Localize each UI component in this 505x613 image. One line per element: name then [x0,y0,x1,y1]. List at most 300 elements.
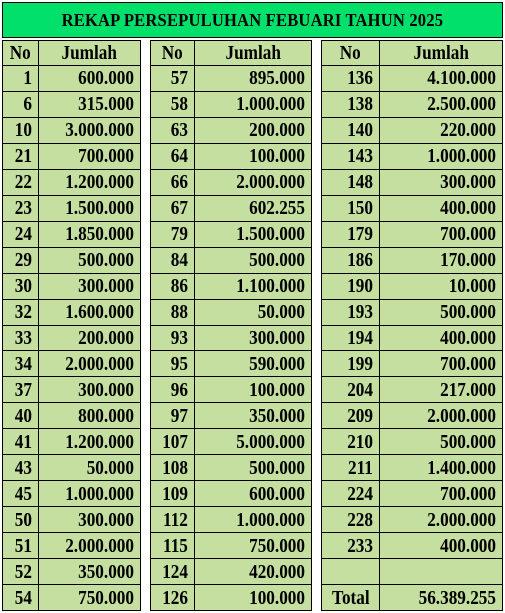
cell-no [2,403,39,429]
cell-jumlah-text: 1.600.000 [65,301,134,324]
cell-jumlah [195,481,312,507]
cell-no-text: 52 [14,560,32,583]
cell-no [2,326,39,352]
total-value [380,585,503,611]
cell-jumlah [195,377,312,403]
cell-jumlah [39,429,141,455]
cell-no-text: 43 [14,456,32,479]
column-gap [312,274,321,300]
cell-no [321,429,380,455]
cell-jumlah [380,559,503,585]
cell-no [321,170,380,196]
header-jumlah-text: Jumlah [225,41,281,64]
cell-no-text: 21 [14,145,32,168]
cell-no [2,429,39,455]
cell-jumlah [39,377,141,403]
cell-jumlah [380,507,503,533]
cell-jumlah-text: 500.000 [249,456,305,479]
cell-jumlah-text: 2.000.000 [65,534,134,557]
cell-no [2,92,39,118]
cell-no-text: 112 [163,508,188,531]
cell-jumlah [380,170,503,196]
cell-jumlah [380,274,503,300]
column-gap [141,66,150,92]
cell-jumlah-text: 2.000.000 [427,404,496,427]
column-gap [141,403,150,429]
cell-jumlah-text: 315.000 [78,93,134,116]
column-gap [312,559,321,585]
cell-jumlah [380,118,503,144]
cell-no [150,326,195,352]
cell-jumlah [195,274,312,300]
cell-no-text: 108 [162,456,188,479]
cell-jumlah-text: 700.000 [440,352,496,375]
cell-no [150,377,195,403]
cell-no-text: 136 [347,67,373,90]
cell-no-text: 109 [162,482,188,505]
cell-no-text: 126 [162,586,188,609]
cell-no-text: 24 [14,223,32,246]
sheet-title [2,2,503,38]
cell-no [2,248,39,274]
cell-jumlah [380,351,503,377]
cell-jumlah [380,196,503,222]
cell-jumlah [39,533,141,559]
cell-jumlah-text: 700.000 [440,482,496,505]
cell-no-text: 88 [170,301,188,324]
cell-no-text: 190 [347,275,373,298]
cell-no [2,300,39,326]
cell-no [150,351,195,377]
cell-no-text: 57 [170,67,188,90]
column-gap [141,507,150,533]
cell-no [321,92,380,118]
cell-no-text: 193 [347,301,373,324]
cell-jumlah [195,144,312,170]
header-jumlah [39,40,141,66]
cell-jumlah-text: 350.000 [78,560,134,583]
cell-jumlah-text: 500.000 [440,430,496,453]
cell-no [321,118,380,144]
cell-jumlah [39,507,141,533]
cell-no [150,585,195,611]
column-gap [141,351,150,377]
cell-no [321,300,380,326]
cell-no-text: 40 [14,404,32,427]
cell-no-text: 186 [347,249,373,272]
cell-no-text: 30 [14,275,32,298]
column-gap [141,196,150,222]
cell-no-text: 210 [347,430,373,453]
cell-no [2,533,39,559]
cell-jumlah [195,429,312,455]
cell-jumlah [39,326,141,352]
cell-no-text: 107 [162,430,188,453]
cell-jumlah [195,300,312,326]
column-gap [141,92,150,118]
cell-jumlah-text: 400.000 [440,534,496,557]
cell-jumlah [380,222,503,248]
cell-jumlah-text: 200.000 [78,326,134,349]
cell-jumlah-text: 1.500.000 [65,197,134,220]
column-gap [312,170,321,196]
cell-no [150,533,195,559]
cell-no-text: 58 [170,93,188,116]
column-gap [141,533,150,559]
column-gap [141,300,150,326]
cell-jumlah-text: 400.000 [440,197,496,220]
cell-no-text: 6 [23,93,32,116]
cell-no [150,118,195,144]
cell-no [2,507,39,533]
cell-no-text: 79 [170,223,188,246]
column-gap [312,377,321,403]
cell-no-text: 33 [14,326,32,349]
header-no [150,40,195,66]
column-gap [141,455,150,481]
cell-jumlah-text: 1.000.000 [427,145,496,168]
header-no-text: No [9,41,32,64]
cell-no [2,196,39,222]
column-gap [312,40,321,66]
cell-jumlah [39,455,141,481]
cell-no [150,248,195,274]
column-gap [312,118,321,144]
cell-no-text: 66 [170,171,188,194]
cell-no [150,144,195,170]
cell-no-text: 93 [170,326,188,349]
cell-no-text: 97 [170,404,188,427]
cell-no [321,507,380,533]
cell-no [150,222,195,248]
column-gap [312,196,321,222]
cell-no [150,274,195,300]
sheet-title-text: REKAP PERSEPULUHAN FEBUARI TAHUN 2025 [61,9,444,30]
header-no [2,40,39,66]
cell-jumlah [195,196,312,222]
cell-no [321,377,380,403]
cell-no [321,533,380,559]
cell-jumlah-text: 300.000 [249,326,305,349]
column-gap [141,377,150,403]
cell-no-text: 1 [23,67,32,90]
cell-jumlah [39,351,141,377]
cell-jumlah-text: 1.000.000 [236,93,305,116]
cell-jumlah-text: 1.000.000 [236,508,305,531]
column-gap [312,222,321,248]
column-gap [312,326,321,352]
cell-jumlah [380,300,503,326]
column-gap [141,248,150,274]
cell-jumlah-text: 100.000 [249,145,305,168]
cell-jumlah [195,533,312,559]
column-gap [141,326,150,352]
column-gap [312,351,321,377]
cell-jumlah-text: 50.000 [86,456,134,479]
column-gap [312,481,321,507]
cell-jumlah-text: 500.000 [440,301,496,324]
cell-jumlah-text: 750.000 [249,534,305,557]
cell-jumlah [39,170,141,196]
cell-no-text: 138 [347,93,373,116]
cell-jumlah [195,507,312,533]
cell-no-text: 194 [347,326,373,349]
cell-jumlah-text: 1.850.000 [65,223,134,246]
cell-jumlah [380,144,503,170]
total-label-text: Total [331,586,370,609]
cell-no-text: 34 [14,352,32,375]
cell-jumlah-text: 1.100.000 [236,275,305,298]
column-gap [312,300,321,326]
column-gap [141,144,150,170]
cell-no [2,351,39,377]
cell-no-text: 67 [170,197,188,220]
cell-no-text: 37 [14,378,32,401]
cell-no-text: 233 [347,534,373,557]
column-gap [141,429,150,455]
cell-jumlah-text: 800.000 [78,404,134,427]
cell-jumlah [195,351,312,377]
cell-jumlah-text: 1.200.000 [65,171,134,194]
cell-no-text: 29 [14,249,32,272]
cell-no [321,248,380,274]
cell-jumlah-text: 3.000.000 [65,119,134,142]
cell-no [2,222,39,248]
cell-no-text: 96 [170,378,188,401]
cell-jumlah [39,481,141,507]
cell-no [2,559,39,585]
cell-no-text: 209 [347,404,373,427]
cell-no [321,326,380,352]
cell-jumlah [39,66,141,92]
cell-no-text: 150 [347,197,373,220]
cell-jumlah [380,66,503,92]
column-gap [141,222,150,248]
cell-jumlah [195,585,312,611]
cell-no [150,403,195,429]
cell-jumlah-text: 300.000 [440,171,496,194]
column-gap [312,533,321,559]
column-gap [141,559,150,585]
cell-jumlah-text: 1.500.000 [236,223,305,246]
cell-jumlah-text: 5.000.000 [236,430,305,453]
cell-no-text: 64 [170,145,188,168]
cell-jumlah [380,248,503,274]
column-gap [141,274,150,300]
column-gap [141,481,150,507]
column-gap [141,585,150,611]
cell-jumlah [195,66,312,92]
cell-no-text: 41 [14,430,32,453]
cell-jumlah-text: 2.500.000 [427,93,496,116]
cell-jumlah-text: 2.000.000 [427,508,496,531]
column-gap [312,144,321,170]
cell-no [321,559,380,585]
cell-jumlah-text: 500.000 [78,249,134,272]
cell-no [321,222,380,248]
cell-no [321,66,380,92]
cell-jumlah-text: 700.000 [440,223,496,246]
cell-no-text: 86 [170,275,188,298]
cell-jumlah-text: 1.400.000 [427,456,496,479]
cell-jumlah-text: 2.000.000 [236,171,305,194]
cell-no-text: 32 [14,301,32,324]
cell-jumlah [195,222,312,248]
cell-jumlah [39,92,141,118]
column-gap [312,429,321,455]
column-gap [312,585,321,611]
cell-jumlah-text: 200.000 [249,119,305,142]
header-jumlah-text: Jumlah [413,41,469,64]
cell-no [150,455,195,481]
total-value-text: 56.389.255 [418,586,496,609]
cell-no-text: 199 [347,352,373,375]
recap-sheet [2,2,503,611]
cell-jumlah [380,92,503,118]
cell-no [150,300,195,326]
cell-jumlah [39,118,141,144]
cell-jumlah-text: 1.000.000 [65,482,134,505]
cell-no-text: 50 [14,508,32,531]
cell-jumlah-text: 100.000 [249,586,305,609]
cell-jumlah-text: 1.200.000 [65,430,134,453]
cell-jumlah [195,403,312,429]
cell-no [2,377,39,403]
cell-jumlah [195,170,312,196]
cell-no [150,507,195,533]
column-gap [312,403,321,429]
header-no-text: No [161,41,184,64]
cell-no-text: 228 [347,508,373,531]
cell-jumlah-text: 4.100.000 [427,67,496,90]
cell-jumlah-text: 400.000 [440,326,496,349]
cell-jumlah [39,559,141,585]
cell-jumlah-text: 600.000 [249,482,305,505]
cell-no [150,170,195,196]
cell-no [150,559,195,585]
cell-no-text: 51 [14,534,32,557]
cell-no [2,66,39,92]
column-gap [312,92,321,118]
cell-no [2,481,39,507]
cell-jumlah-text: 600.000 [78,67,134,90]
cell-jumlah-text: 895.000 [249,67,305,90]
cell-no-text: 115 [163,534,188,557]
cell-jumlah [39,248,141,274]
cell-jumlah-text: 50.000 [257,301,305,324]
cell-no-text: 23 [14,197,32,220]
cell-no [321,455,380,481]
cell-no-text: 143 [347,145,373,168]
cell-no-text: 45 [14,482,32,505]
cell-no [2,274,39,300]
cell-no-text: 179 [347,223,373,246]
column-gap [312,507,321,533]
cell-jumlah-text: 750.000 [78,586,134,609]
cell-jumlah-text: 220.000 [440,119,496,142]
cell-jumlah [195,455,312,481]
cell-jumlah-text: 100.000 [249,378,305,401]
cell-jumlah [195,559,312,585]
cell-jumlah [380,377,503,403]
cell-jumlah [380,429,503,455]
cell-no [2,170,39,196]
cell-jumlah [39,222,141,248]
cell-jumlah [380,455,503,481]
cell-no-text: 140 [347,119,373,142]
cell-no-text: 84 [170,249,188,272]
recap-table [2,40,503,611]
cell-no [321,144,380,170]
cell-jumlah [380,481,503,507]
cell-jumlah-text: 217.000 [440,378,496,401]
column-gap [141,40,150,66]
cell-no [150,66,195,92]
cell-no-text: 204 [347,378,373,401]
cell-jumlah [39,274,141,300]
header-jumlah-text: Jumlah [61,41,118,64]
cell-jumlah [195,326,312,352]
cell-no-text: 10 [14,119,32,142]
column-gap [312,248,321,274]
cell-no-text: 95 [170,352,188,375]
cell-jumlah [39,196,141,222]
cell-jumlah [39,585,141,611]
cell-jumlah [380,533,503,559]
cell-jumlah [39,144,141,170]
cell-jumlah-text: 590.000 [249,352,305,375]
cell-jumlah-text: 500.000 [249,249,305,272]
cell-jumlah-text: 602.255 [249,197,305,220]
cell-jumlah-text: 170.000 [440,249,496,272]
cell-jumlah [380,326,503,352]
cell-jumlah [39,403,141,429]
cell-jumlah-text: 700.000 [78,145,134,168]
cell-no-text: 124 [162,560,188,583]
header-no-text: No [339,41,362,64]
cell-jumlah [195,92,312,118]
column-gap [141,170,150,196]
cell-no-text: 211 [348,456,373,479]
cell-no [2,144,39,170]
cell-no [321,274,380,300]
cell-jumlah-text: 300.000 [78,508,134,531]
header-jumlah [195,40,312,66]
total-label [321,585,380,611]
cell-jumlah [39,300,141,326]
cell-jumlah-text: 420.000 [249,560,305,583]
cell-no-text: 54 [14,586,32,609]
cell-no [321,351,380,377]
cell-jumlah-text: 10.000 [448,275,496,298]
cell-no [150,429,195,455]
cell-no [2,118,39,144]
cell-no-text: 148 [347,171,373,194]
cell-no-text: 224 [347,482,373,505]
cell-no [150,481,195,507]
cell-no [2,455,39,481]
cell-jumlah-text: 350.000 [249,404,305,427]
cell-no-text: 22 [14,171,32,194]
cell-jumlah-text: 300.000 [78,378,134,401]
cell-no [321,481,380,507]
column-gap [312,66,321,92]
cell-jumlah [195,118,312,144]
column-gap [312,455,321,481]
cell-no [321,196,380,222]
cell-jumlah-text: 2.000.000 [65,352,134,375]
cell-no [321,403,380,429]
